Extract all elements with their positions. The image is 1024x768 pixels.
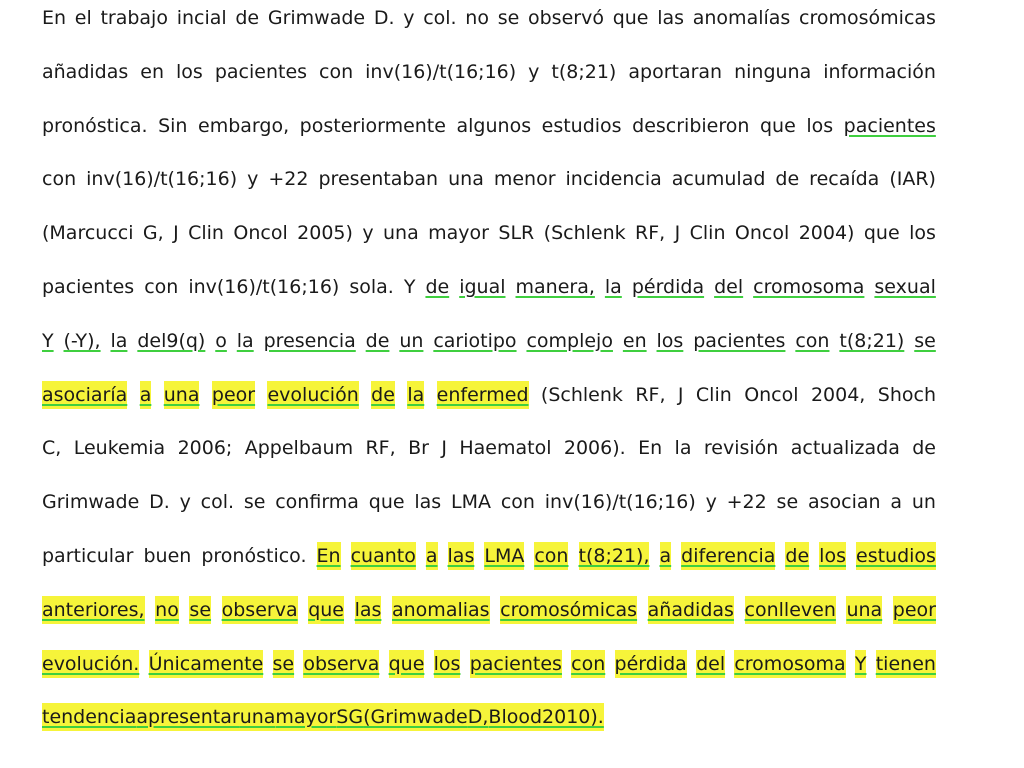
word: D. bbox=[149, 491, 170, 514]
text-line bbox=[42, 650, 936, 678]
word: inv(16)/t(16;16) bbox=[86, 168, 238, 191]
word: la bbox=[604, 276, 622, 298]
word: una bbox=[448, 168, 484, 191]
word: D. bbox=[373, 7, 395, 29]
word: +22 bbox=[726, 491, 767, 514]
word: del bbox=[714, 276, 744, 298]
word: D, bbox=[468, 703, 489, 731]
word: que bbox=[308, 596, 344, 624]
word: el bbox=[74, 7, 92, 29]
text-line bbox=[42, 219, 936, 247]
word: las bbox=[414, 491, 442, 514]
word: pronóstica. bbox=[42, 114, 148, 137]
word: 2005) bbox=[297, 222, 353, 245]
word: En bbox=[638, 437, 663, 460]
word: y bbox=[179, 491, 191, 514]
word: incidencia bbox=[565, 168, 662, 191]
word: revisión bbox=[703, 437, 779, 460]
word: Clin bbox=[689, 222, 726, 245]
word: pacientes bbox=[693, 329, 786, 352]
word: presencia bbox=[263, 329, 356, 352]
word: un bbox=[911, 491, 936, 514]
word: enfermed bbox=[437, 381, 529, 409]
word: que bbox=[368, 491, 405, 514]
word: diferencia bbox=[681, 542, 775, 570]
word: de bbox=[775, 168, 800, 191]
word: evolución bbox=[267, 381, 358, 409]
text-line bbox=[42, 381, 936, 409]
word: cromosómicas bbox=[799, 7, 936, 29]
word: Leukemia bbox=[73, 437, 166, 460]
word: 2004, bbox=[810, 383, 866, 406]
word: presentar bbox=[148, 703, 240, 731]
word: igual bbox=[459, 276, 506, 298]
word: las bbox=[355, 596, 382, 624]
word: Haematol bbox=[459, 437, 552, 460]
word: con bbox=[795, 329, 830, 352]
word: del bbox=[696, 650, 725, 678]
word: los bbox=[819, 542, 846, 570]
word: de bbox=[785, 542, 809, 570]
word: y bbox=[362, 222, 374, 245]
word: 2004) bbox=[798, 222, 855, 245]
word: trabajo bbox=[100, 7, 168, 29]
word: Sin bbox=[158, 114, 188, 137]
word: SLR bbox=[498, 222, 535, 245]
word: de bbox=[425, 276, 450, 298]
word: pacientes bbox=[843, 114, 936, 137]
text-line bbox=[42, 542, 936, 570]
word: un bbox=[399, 329, 424, 352]
word: cuanto bbox=[351, 542, 416, 570]
word: cariotipo bbox=[433, 329, 517, 352]
word: añadidas bbox=[648, 596, 734, 624]
word: ninguna bbox=[734, 60, 812, 83]
word: y bbox=[403, 7, 415, 29]
word: a bbox=[426, 542, 438, 570]
word: que bbox=[759, 114, 796, 137]
word: pérdida bbox=[631, 276, 705, 298]
word: col. bbox=[200, 491, 235, 514]
word: recaída bbox=[809, 168, 880, 191]
word: y bbox=[528, 60, 540, 83]
word: Shoch bbox=[877, 383, 936, 406]
word: añadidas bbox=[42, 60, 129, 83]
word: que bbox=[389, 650, 425, 678]
word: J bbox=[674, 222, 681, 245]
word: LMA bbox=[451, 491, 491, 514]
text-line bbox=[42, 488, 936, 516]
word: la bbox=[110, 329, 128, 352]
word: 2006; bbox=[177, 437, 233, 460]
word: peor bbox=[212, 381, 255, 409]
word: t(8;21), bbox=[579, 542, 650, 570]
word: peor bbox=[893, 596, 936, 624]
word: conlleven bbox=[745, 596, 836, 624]
word: no bbox=[465, 7, 489, 29]
word: Clin bbox=[695, 383, 732, 406]
word: se bbox=[273, 650, 295, 678]
word: particular bbox=[42, 545, 134, 567]
word: la bbox=[674, 437, 692, 460]
word: con bbox=[319, 60, 354, 83]
word: una bbox=[846, 596, 882, 624]
word: a bbox=[140, 381, 152, 409]
word: aportaran bbox=[628, 60, 723, 83]
text-line bbox=[42, 4, 936, 32]
word: la bbox=[236, 329, 254, 352]
word: que bbox=[612, 7, 649, 29]
word: con bbox=[571, 650, 605, 678]
word: pacientes bbox=[42, 276, 135, 298]
word: en bbox=[140, 60, 165, 83]
word: inv(16)/t(16;16) bbox=[188, 276, 340, 298]
word: con bbox=[534, 542, 568, 570]
word: RF, bbox=[365, 437, 396, 460]
word: asocian bbox=[807, 491, 881, 514]
word: Y bbox=[855, 650, 867, 678]
text-line bbox=[42, 165, 936, 193]
text-line bbox=[42, 112, 936, 140]
word: 2006). bbox=[563, 437, 626, 460]
word: C, bbox=[42, 437, 62, 460]
word: los bbox=[909, 222, 936, 245]
word: En bbox=[42, 7, 67, 29]
word: describieron bbox=[632, 114, 750, 137]
word: de bbox=[235, 7, 260, 29]
word: Clin bbox=[188, 222, 224, 245]
text-line bbox=[42, 327, 936, 355]
word: los bbox=[434, 650, 461, 678]
word: se bbox=[243, 491, 266, 514]
word: cromosómicas bbox=[500, 596, 637, 624]
word: de bbox=[365, 329, 390, 352]
word: confirma bbox=[275, 491, 359, 514]
word: buen bbox=[143, 545, 192, 567]
word: a bbox=[890, 491, 902, 514]
word: Blood bbox=[488, 703, 542, 731]
word: Oncol bbox=[233, 222, 288, 245]
text-line bbox=[42, 273, 936, 301]
word: una bbox=[164, 381, 200, 409]
word: RF, bbox=[635, 222, 666, 245]
text-line bbox=[42, 703, 936, 731]
word: tendencia bbox=[42, 703, 136, 731]
word: menor bbox=[493, 168, 556, 191]
word: de bbox=[371, 381, 395, 409]
word: pronóstico. bbox=[201, 545, 307, 567]
word: Grimwade bbox=[42, 491, 140, 514]
word: pacientes bbox=[470, 650, 562, 678]
word: Y bbox=[403, 276, 416, 298]
word: una bbox=[383, 222, 419, 245]
word: con bbox=[144, 276, 179, 298]
word: Y bbox=[42, 329, 54, 352]
word: se bbox=[914, 329, 936, 352]
word: cromosoma bbox=[753, 276, 865, 298]
word: los bbox=[656, 329, 684, 352]
word: estudios bbox=[541, 114, 622, 137]
word: Únicamente bbox=[149, 650, 264, 678]
word: (Grimwade bbox=[363, 703, 468, 731]
word: observó bbox=[528, 7, 604, 29]
word: embargo, bbox=[198, 114, 290, 137]
word: anomalias bbox=[392, 596, 490, 624]
word: asociaría bbox=[42, 381, 127, 409]
word: 2010). bbox=[542, 703, 604, 731]
word: t(8;21) bbox=[839, 329, 905, 352]
word: en bbox=[622, 329, 647, 352]
text-line bbox=[42, 58, 936, 86]
word: Br bbox=[408, 437, 429, 460]
word: mayor bbox=[275, 703, 336, 731]
word: estudios bbox=[856, 542, 936, 570]
word: inv(16)/t(16;16) bbox=[544, 491, 696, 514]
word: anteriores, bbox=[42, 596, 145, 624]
word: sexual bbox=[874, 276, 936, 298]
word: acumulad bbox=[671, 168, 766, 191]
word: las bbox=[657, 7, 685, 29]
word: mayor bbox=[428, 222, 489, 245]
word: con bbox=[500, 491, 535, 514]
word: posteriormente bbox=[299, 114, 446, 137]
word: los bbox=[806, 114, 834, 137]
word: incial bbox=[176, 7, 227, 29]
word: J bbox=[173, 222, 179, 245]
word: Oncol bbox=[744, 383, 799, 406]
word: SG bbox=[336, 703, 363, 731]
word: Grimwade bbox=[267, 7, 366, 29]
document-body bbox=[42, 0, 936, 768]
word: actualizada bbox=[790, 437, 900, 460]
word: la bbox=[407, 381, 424, 409]
word: J bbox=[441, 437, 447, 460]
word: presentaban bbox=[318, 168, 439, 191]
word: (Schlenk bbox=[540, 383, 623, 406]
word: cromosoma bbox=[734, 650, 845, 678]
word: RF, bbox=[635, 383, 666, 406]
word: manera, bbox=[515, 276, 595, 298]
word: una bbox=[240, 703, 276, 731]
text-line bbox=[42, 434, 936, 462]
word: a bbox=[660, 542, 672, 570]
word: y bbox=[247, 168, 259, 191]
text-line bbox=[42, 596, 936, 624]
word: inv(16)/t(16;16) bbox=[365, 60, 517, 83]
word: t(8;21) bbox=[551, 60, 617, 83]
word: (Schlenk bbox=[543, 222, 626, 245]
word: evolución. bbox=[42, 650, 139, 678]
word: o bbox=[215, 329, 227, 352]
word: col. bbox=[423, 7, 457, 29]
word: y bbox=[705, 491, 717, 514]
word: En bbox=[317, 542, 341, 570]
word: Appelbaum bbox=[244, 437, 354, 460]
word: las bbox=[448, 542, 475, 570]
word: anomalías bbox=[692, 7, 791, 29]
word: +22 bbox=[268, 168, 309, 191]
word: con bbox=[42, 168, 77, 191]
word: que bbox=[863, 222, 900, 245]
word: sola. bbox=[349, 276, 394, 298]
word: J bbox=[677, 383, 684, 406]
word: G, bbox=[142, 222, 164, 245]
word: los bbox=[176, 60, 203, 83]
word: pérdida bbox=[615, 650, 687, 678]
word: (Marcucci bbox=[42, 222, 134, 245]
word: observa bbox=[303, 650, 379, 678]
word: información bbox=[823, 60, 936, 83]
word: complejo bbox=[526, 329, 613, 352]
word: a bbox=[136, 703, 148, 731]
word: de bbox=[912, 437, 936, 460]
word: (-Y), bbox=[63, 329, 101, 352]
word: LMA bbox=[484, 542, 524, 570]
word: se bbox=[776, 491, 799, 514]
word: (IAR) bbox=[889, 168, 936, 191]
word: no bbox=[155, 596, 179, 624]
word: se bbox=[497, 7, 520, 29]
word: se bbox=[189, 596, 211, 624]
word: Oncol bbox=[734, 222, 790, 245]
word: tienen bbox=[876, 650, 936, 678]
word: algunos bbox=[456, 114, 532, 137]
word: pacientes bbox=[214, 60, 308, 83]
word: del9(q) bbox=[137, 329, 206, 352]
word: observa bbox=[222, 596, 298, 624]
